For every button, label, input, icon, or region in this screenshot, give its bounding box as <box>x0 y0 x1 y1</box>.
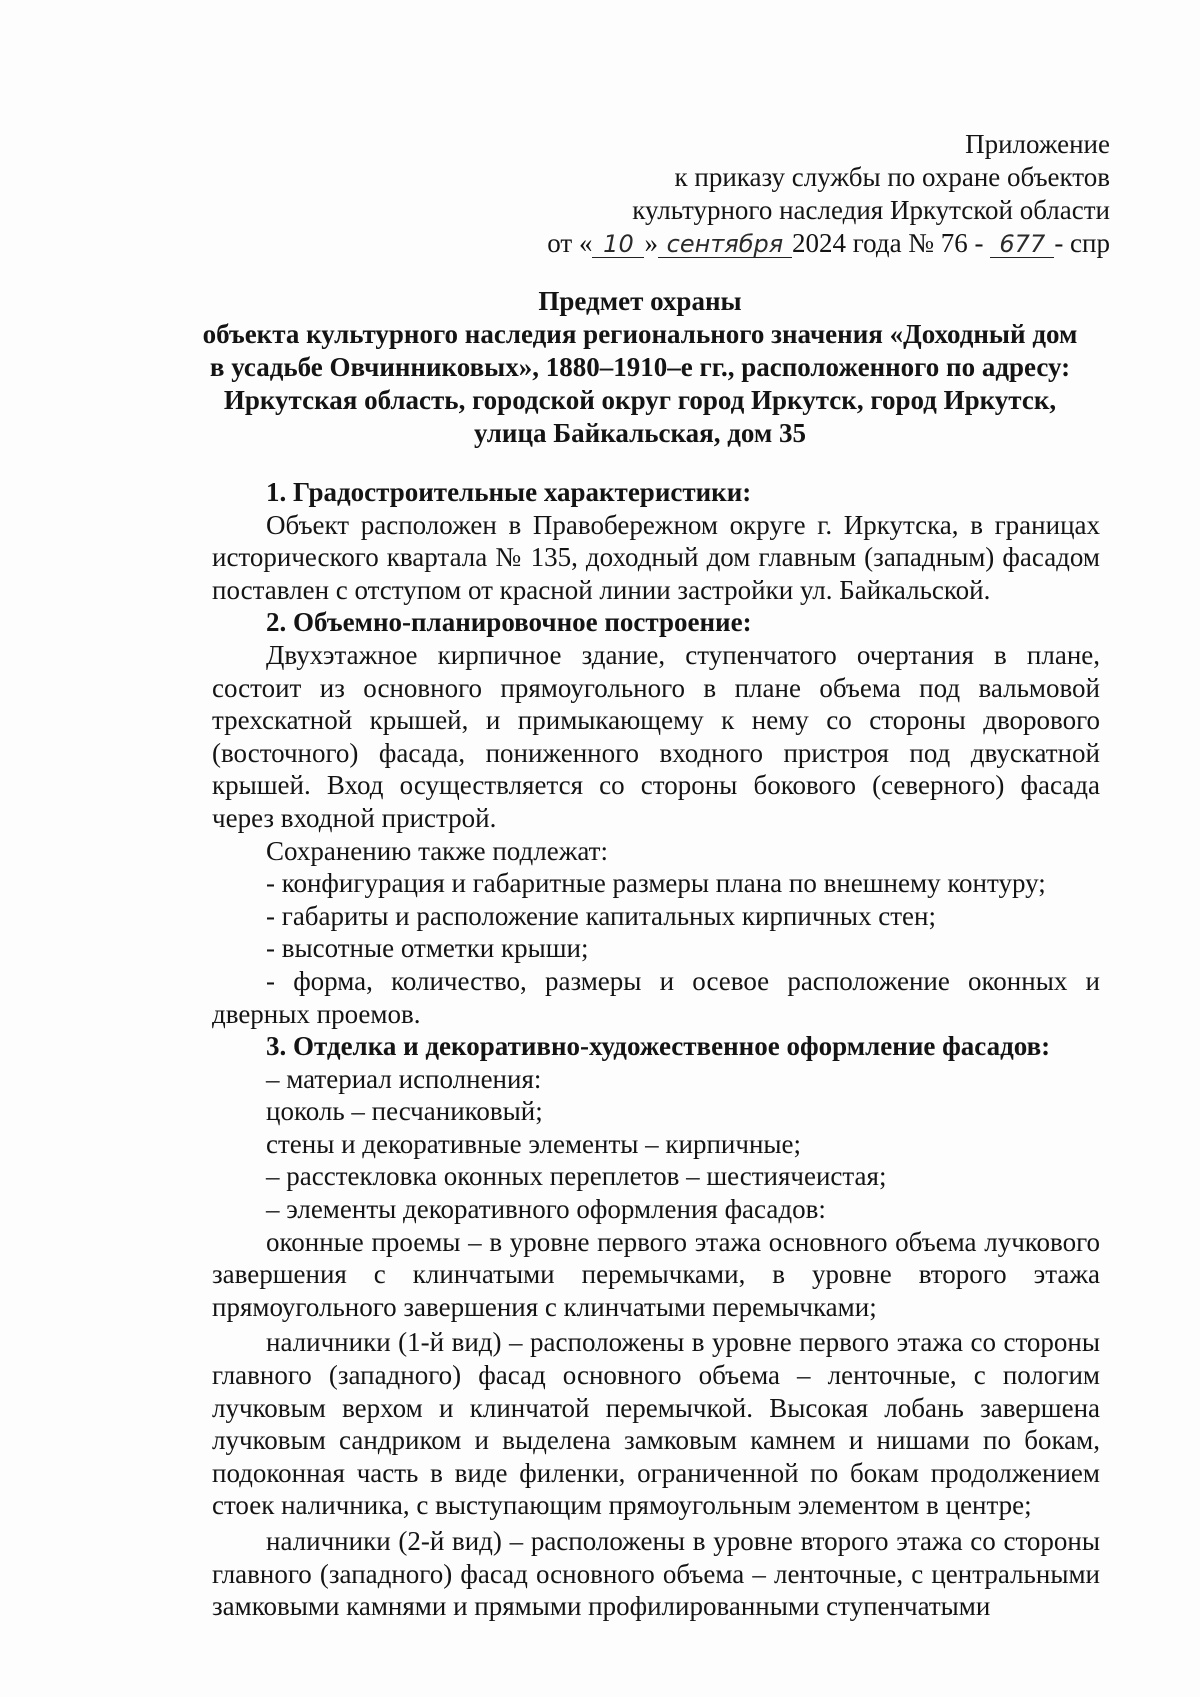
authority-line: культурного наследия Иркутской области <box>632 195 1110 225</box>
section-3-line-2: цоколь – песчаниковый; <box>266 1096 543 1127</box>
title-line-3: в усадьбе Овчинниковых», 1880–1910–е гг., расположенного по адресу: <box>209 352 1071 382</box>
section-2-heading: 2. Объемно-планировочное построение: <box>266 607 752 638</box>
section-3-paragraph-3: наличники (2-й вид) – расположены в уровне второго этажа со стороны главного (западного) фасад основного объема – ленточные, с центральными замковыми камнями и прямыми профилированными ступенчатыми <box>212 1526 1100 1622</box>
section-2-item-4: - форма, количество, размеры и осевое расположение оконных и дверных проемов. <box>212 965 1100 1029</box>
section-3-line-5: – элементы декоративного оформления фасадов: <box>266 1194 826 1225</box>
section-3-line-3: стены и декоративные элементы – кирпичные; <box>266 1128 802 1159</box>
section-3-paragraph-2: наличники (1-й вид) – расположены в уровне первого этажа со стороны главного (западного) фасад основного объема – ленточные, с пологим лучковым верхом и клинчатой перемычкой. Высокая лобань завершена лучковым сандриком и выделена замковым камнем и нишами по бокам, подоконная часть в виде филенки, ограниченной по бокам продолжением стоек наличника, с выступающим прямоугольным элементом в центре; <box>212 1327 1100 1521</box>
section-3-heading: 3. Отделка и декоративно-художественное оформление фасадов: <box>266 1031 1051 1062</box>
section-2-item-3: - высотные отметки крыши; <box>266 933 589 964</box>
section-2-text: Двухэтажное кирпичное здание, ступенчатого очертания в плане, состоит из основного прямоугольного в плане объема под вальмовой трехскатной крышей, и примыкающему к нему со стороны дворового (восточного) фасада, пониженного входного пристроя под двускатной крышей. Вход осуществляется со стороны бокового (северного) фасада через входной пристрой. <box>212 639 1100 833</box>
section-3-paragraph-1: оконные проемы – в уровне первого этажа основного объема лучкового завершения с клинчатыми перемычками, в уровне второго этажа прямоугольного завершения с клинчатыми перемычками; <box>212 1226 1100 1322</box>
title-line-1: Предмет охраны <box>538 286 742 316</box>
handwritten-order-number: 677 <box>990 231 1054 258</box>
document-title <box>200 285 1080 450</box>
appendix-label: Приложение <box>965 129 1110 159</box>
year-text: 2024 года № 76 - <box>791 228 984 258</box>
section-2-keep-label: Сохранению также подлежат: <box>266 835 608 866</box>
order-suffix: - спр <box>1054 228 1110 258</box>
date-mid: » <box>644 228 658 258</box>
section-2-item-2: - габариты и расположение капитальных кирпичных стен; <box>266 900 936 931</box>
document-body <box>212 476 1100 1623</box>
order-date-line <box>547 227 1110 260</box>
section-3-line-4: – расстекловка оконных переплетов – шестиячеистая; <box>266 1161 887 1192</box>
order-reference-line: к приказу службы по охране объектов <box>674 162 1110 192</box>
appendix-header <box>547 128 1110 260</box>
handwritten-day: 10 <box>592 231 644 258</box>
section-1-text: Объект расположен в Правобережном округе г. Иркутска, в границах исторического квартала № 135, доходный дом главным (западным) фасадом поставлен с отступом от красной линии застройки ул. Байкальской. <box>212 509 1100 605</box>
title-line-4: Иркутская область, городской округ город Иркутск, город Иркутск, <box>223 385 1057 415</box>
title-line-5: улица Байкальская, дом 35 <box>473 418 807 448</box>
title-line-2: объекта культурного наследия регионального значения «Доходный дом <box>202 319 1078 349</box>
section-1-heading: 1. Градостроительные характеристики: <box>266 477 752 507</box>
section-2-item-1: - конфигурация и габаритные размеры плана по внешнему контуру; <box>266 868 1046 899</box>
handwritten-month: сентября <box>658 231 792 258</box>
date-prefix: от « <box>547 228 593 258</box>
section-3-line-1: – материал исполнения: <box>266 1063 542 1094</box>
